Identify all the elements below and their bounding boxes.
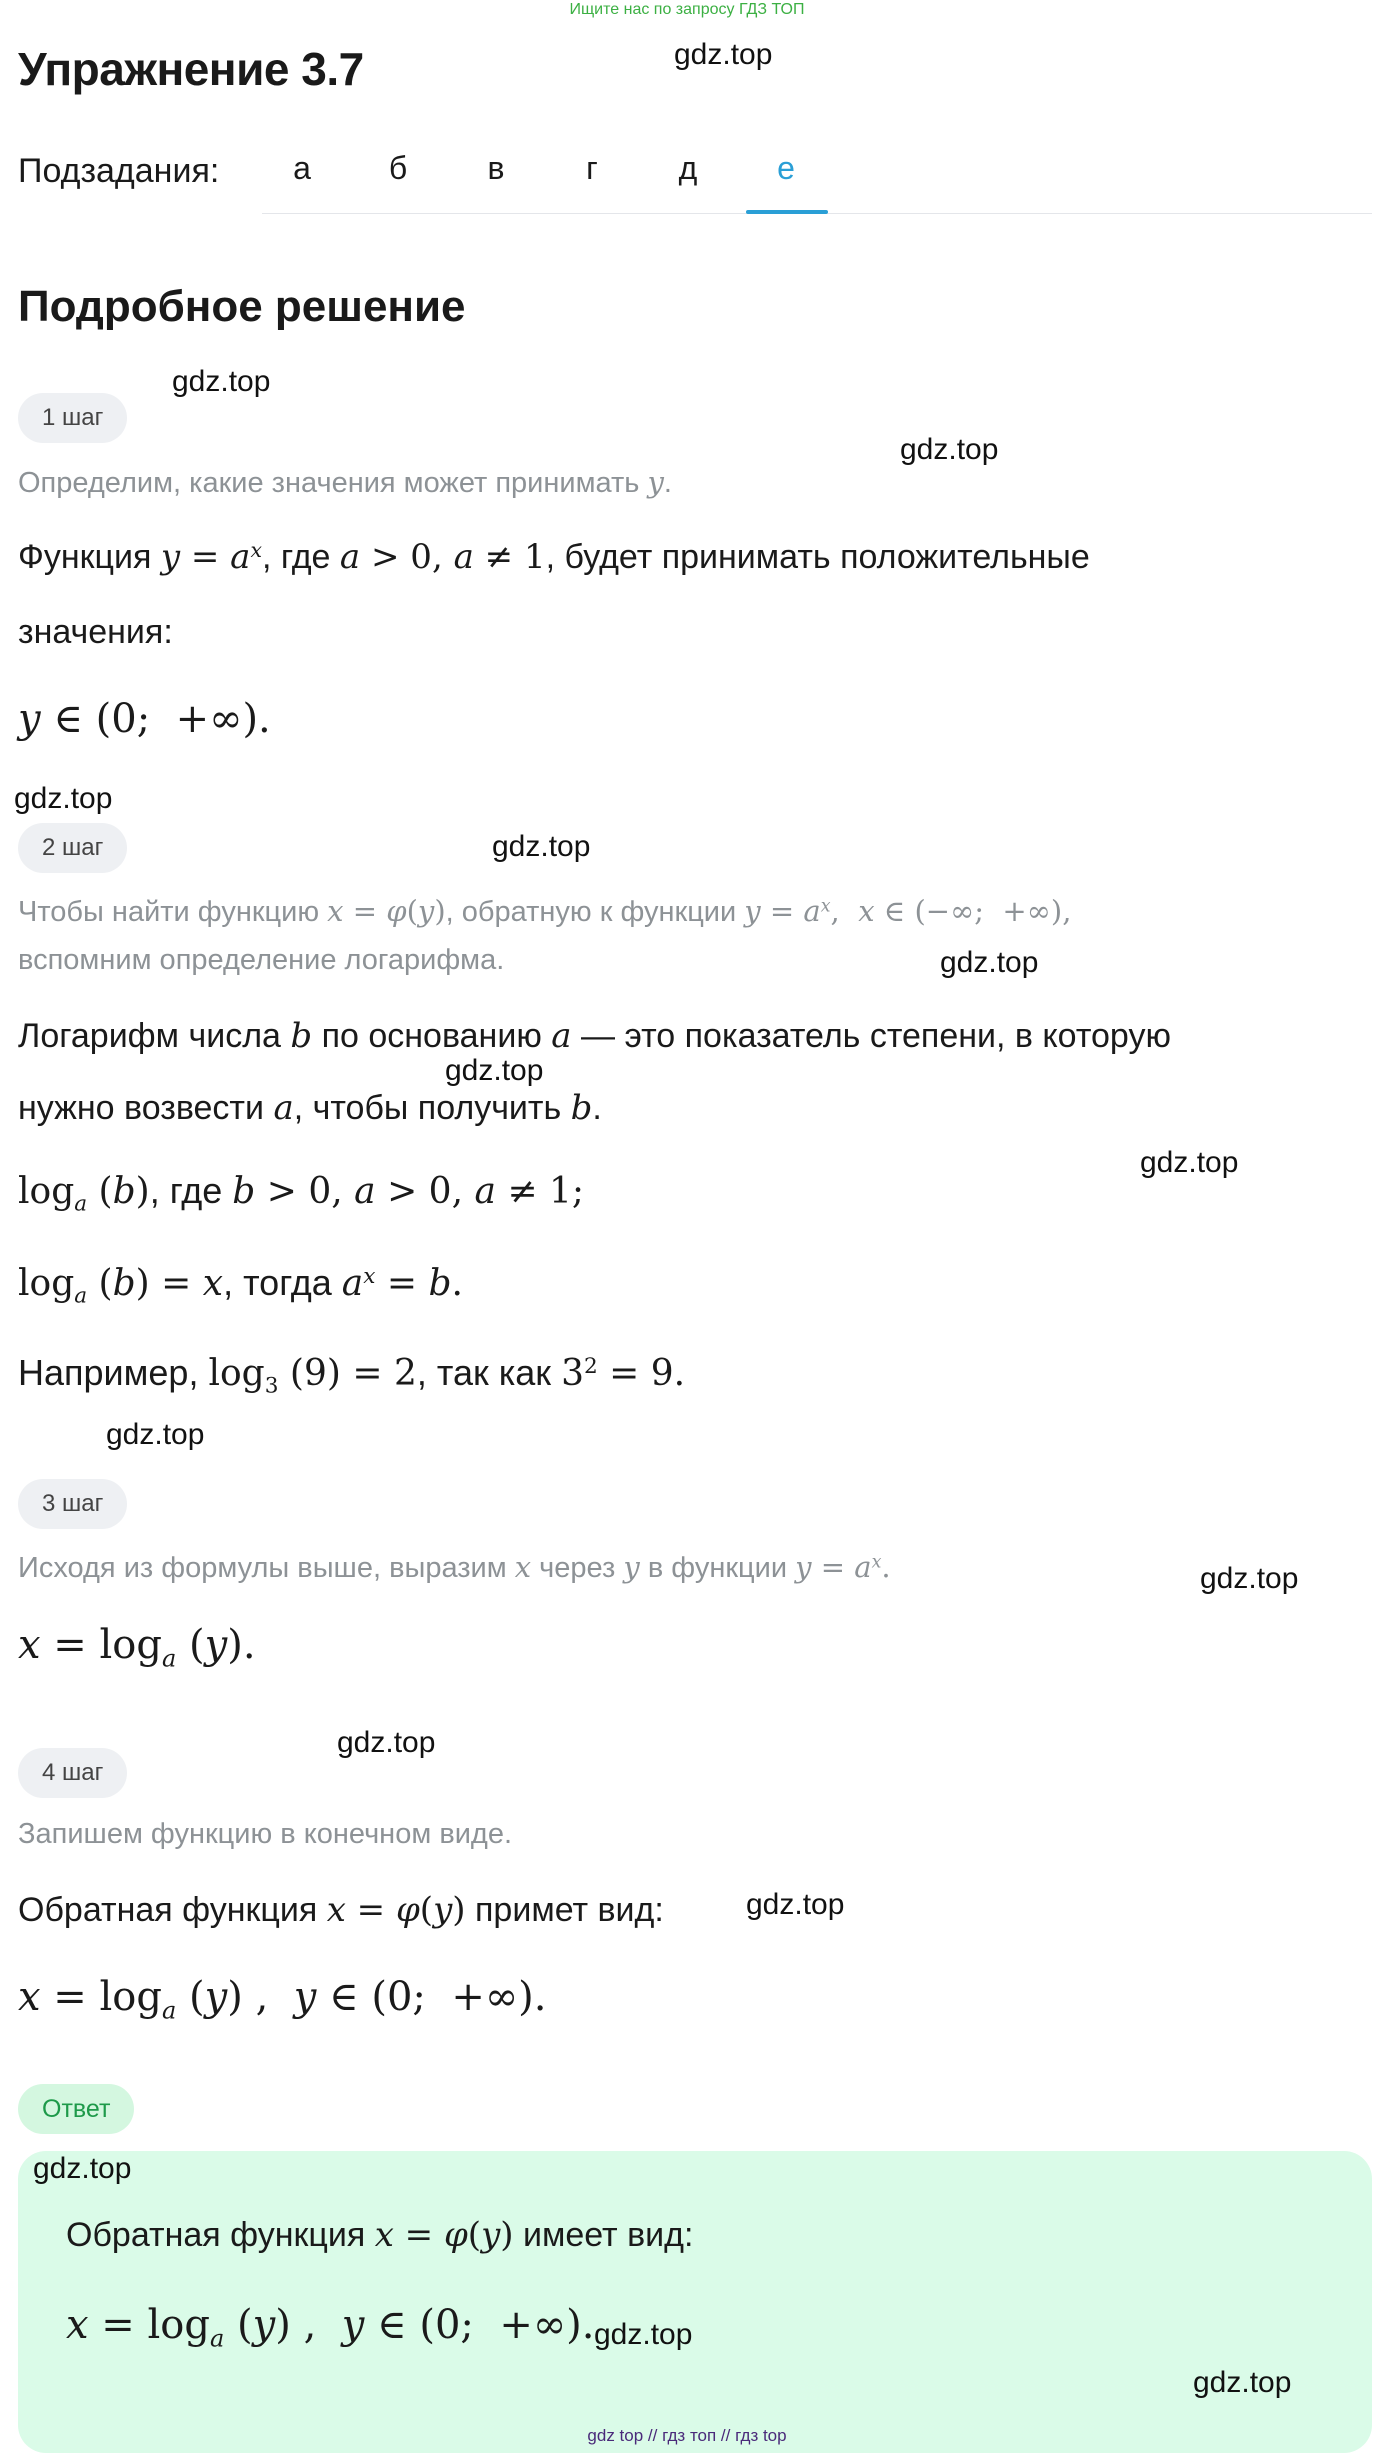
watermark: gdz.top bbox=[940, 946, 1039, 979]
tab-e[interactable]: е bbox=[777, 150, 795, 186]
search-banner: Ищите нас по запросу ГДЗ ТОП bbox=[569, 1, 805, 18]
answer-badge: Ответ bbox=[18, 2084, 134, 2134]
watermark: gdz.top bbox=[1200, 1562, 1299, 1595]
step-4-text: Обратная функция x = φ(y) примет вид: bbox=[18, 1890, 664, 1930]
subtasks-label: Подзадания: bbox=[18, 152, 220, 190]
tab-g[interactable]: г bbox=[586, 150, 598, 186]
watermark: gdz.top bbox=[900, 433, 999, 466]
section-title: Подробное решение bbox=[18, 282, 466, 331]
tab-v[interactable]: в bbox=[487, 150, 505, 186]
step-1-badge: 1 шаг bbox=[18, 393, 127, 443]
step-2-badge: 2 шаг bbox=[18, 823, 127, 873]
tab-d[interactable]: д bbox=[678, 150, 698, 186]
step-4-result: $x = \log_a (y)$ , y ∈ (0; +∞). bbox=[18, 1974, 547, 2025]
footer: gdz top // гдз топ // гдз top bbox=[587, 2426, 787, 2445]
watermark: gdz.top bbox=[445, 1054, 544, 1087]
step-2-hint-line-2: вспомним определение логарифма. bbox=[18, 944, 505, 976]
step-1-range: y ∈ (0; +∞). bbox=[18, 696, 271, 742]
watermark: gdz.top bbox=[594, 2318, 693, 2351]
watermark: gdz.top bbox=[106, 1418, 205, 1451]
step-2-text-line-1: Логарифм числа b по основанию a — это показатель степени, в которую bbox=[18, 1016, 1171, 1056]
step-1-hint: Определим, какие значения может принимать y. bbox=[18, 465, 672, 499]
page-title: Упражнение 3.7 bbox=[18, 43, 364, 95]
tab-b[interactable]: б bbox=[388, 150, 408, 186]
watermark: gdz.top bbox=[337, 1726, 436, 1759]
step-3-result: $x = \log_a (y)$. bbox=[18, 1622, 256, 1673]
step-3-badge: 3 шаг bbox=[18, 1479, 127, 1529]
watermark: gdz.top bbox=[492, 830, 591, 863]
step-4-hint: Запишем функцию в конечном виде. bbox=[18, 1818, 513, 1850]
active-tab-indicator bbox=[746, 210, 828, 214]
watermark: gdz.top bbox=[14, 782, 113, 815]
watermark: gdz.top bbox=[33, 2152, 132, 2185]
answer-text: Обратная функция x = φ(y) имеет вид: bbox=[66, 2215, 694, 2255]
watermark: gdz.top bbox=[746, 1888, 845, 1921]
tab-a[interactable]: а bbox=[293, 150, 311, 186]
step-1-text-line-2: значения: bbox=[18, 613, 173, 651]
step-1-text-line-1: Функция $y = a^x$, где a > 0, a ≠ 1, будет принимать положительные bbox=[18, 537, 1090, 577]
step-2-hint-line-1: Чтобы найти функцию x = φ(y), обратную к функции $y = a^x$, x ∈ (−∞; +∞), bbox=[18, 894, 1072, 928]
watermark: gdz.top bbox=[674, 38, 773, 71]
step-2-log-definition: $\log_a (b)$, где b > 0, a > 0, a ≠ 1; bbox=[18, 1170, 585, 1217]
step-3-hint: Исходя из формулы выше, выразим x через y в функции $y = a^x$. bbox=[18, 1550, 891, 1584]
watermark: gdz.top bbox=[1193, 2366, 1292, 2399]
step-2-text-line-2: нужно возвести a, чтобы получить b. bbox=[18, 1088, 602, 1128]
step-2-example: Например, $\log_3 (9) = 2$, так как $3^2 = 9$. bbox=[18, 1352, 686, 1399]
step-4-badge: 4 шаг bbox=[18, 1748, 127, 1798]
watermark: gdz.top bbox=[1140, 1146, 1239, 1179]
watermark: gdz.top bbox=[172, 365, 271, 398]
answer-formula: $x = \log_a (y)$ , y ∈ (0; +∞). bbox=[66, 2302, 595, 2353]
step-2-log-equation: $\log_a (b) = x$, тогда $a^x = b$. bbox=[18, 1262, 463, 1309]
